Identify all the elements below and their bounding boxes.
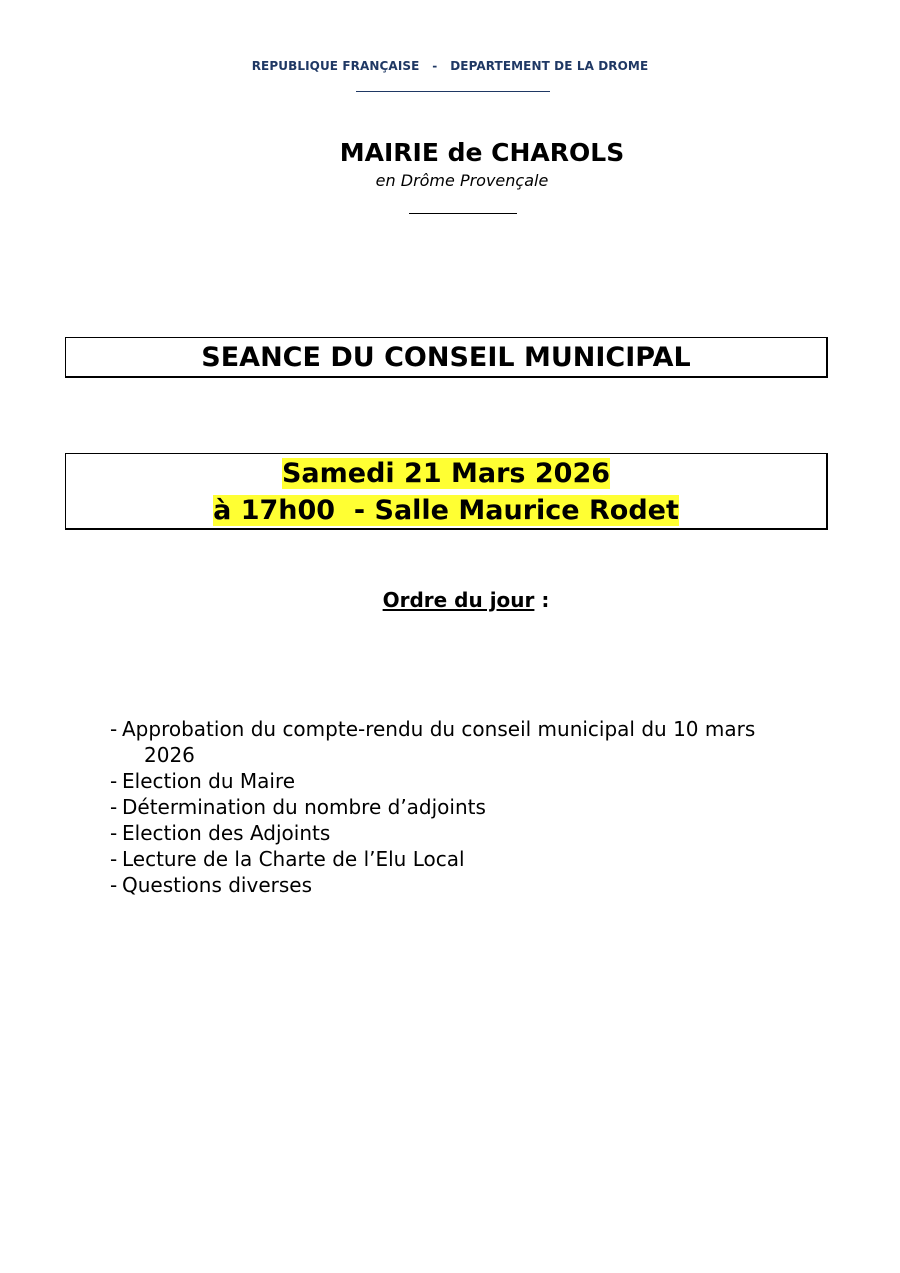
meeting-box bbox=[65, 453, 828, 530]
header-separator: - bbox=[432, 59, 438, 73]
agenda-item-3: Détermination du nombre d’adjoints bbox=[122, 795, 486, 819]
agenda-heading-colon: : bbox=[534, 588, 550, 612]
agenda-item bbox=[108, 768, 826, 794]
agenda-heading bbox=[0, 588, 900, 612]
agenda-item-4: Election des Adjoints bbox=[122, 821, 331, 845]
department-label: DEPARTEMENT DE LA DROME bbox=[450, 59, 649, 73]
agenda-item bbox=[108, 872, 826, 898]
agenda-item bbox=[108, 846, 826, 872]
header-underline bbox=[356, 91, 550, 92]
agenda-heading-label: Ordre du jour bbox=[382, 588, 535, 612]
meeting-date: Samedi 21 Mars 2026 bbox=[281, 458, 611, 489]
agenda-item-6: Questions diverses bbox=[122, 873, 312, 897]
republic-department-header bbox=[0, 59, 900, 73]
seance-title: SEANCE DU CONSEIL MUNICIPAL bbox=[201, 342, 691, 373]
agenda-item-5: Lecture de la Charte de l’Elu Local bbox=[122, 847, 465, 871]
agenda-item bbox=[108, 716, 826, 768]
meeting-time-place: à 17h00 - Salle Maurice Rodet bbox=[213, 495, 679, 526]
mairie-underline bbox=[409, 213, 517, 214]
republic-label: REPUBLIQUE FRANÇAISE bbox=[251, 59, 420, 73]
mairie-title: MAIRIE de CHAROLS bbox=[339, 138, 625, 167]
agenda-item-1-line-1: Approbation du compte-rendu du conseil municipal du 10 mars bbox=[122, 717, 756, 741]
agenda-item bbox=[108, 794, 826, 820]
mairie-subtitle: en Drôme Provençale bbox=[375, 171, 549, 190]
agenda-item-2: Election du Maire bbox=[122, 769, 296, 793]
agenda-list bbox=[108, 716, 826, 898]
agenda-item bbox=[108, 820, 826, 846]
seance-box bbox=[65, 337, 828, 378]
agenda-item-1-line-2: 2026 bbox=[144, 743, 195, 767]
